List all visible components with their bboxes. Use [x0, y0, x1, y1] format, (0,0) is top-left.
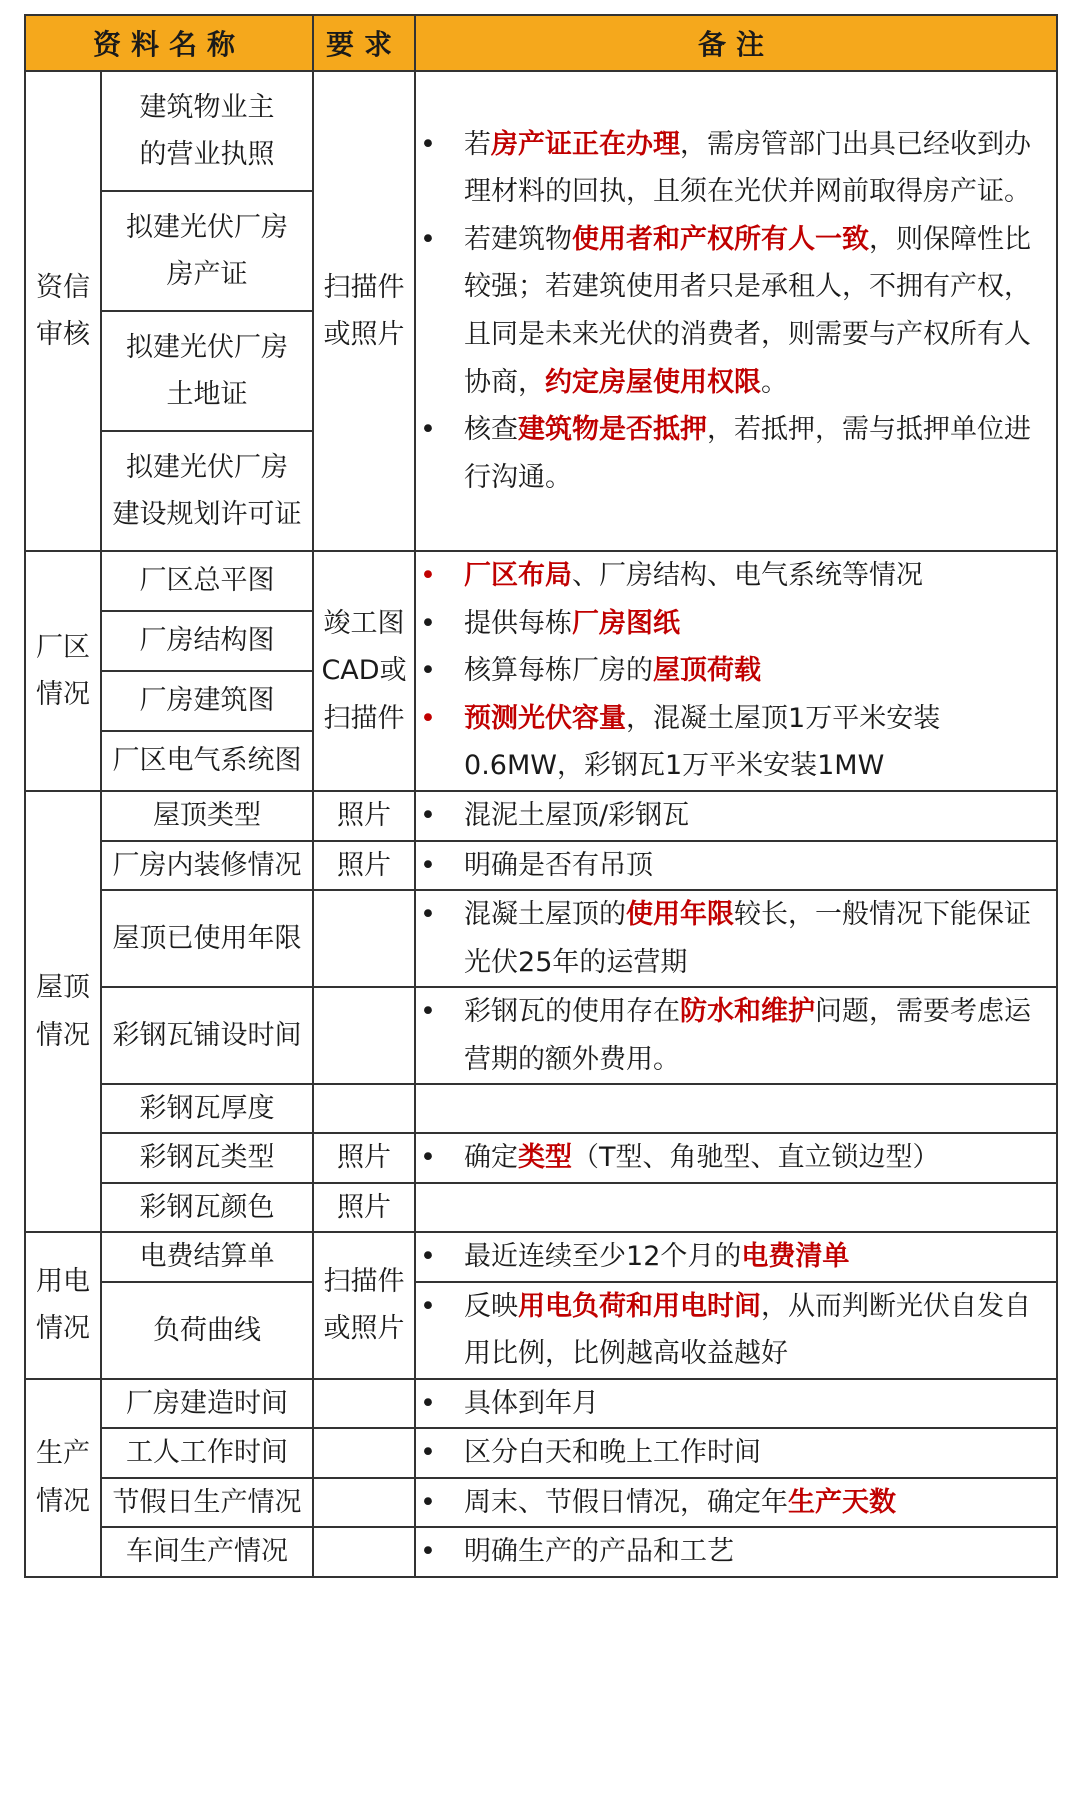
header-notes: 备注 — [415, 15, 1057, 71]
notes-list — [416, 1380, 1056, 1428]
notes-list — [416, 842, 1056, 890]
table-row — [25, 1084, 1057, 1133]
item-cell: 电费结算单 — [101, 1232, 313, 1282]
highlight-text: 屋顶荷载 — [653, 655, 762, 687]
category-cell: 用电 情况 — [25, 1232, 101, 1379]
note-text: 混凝土屋顶的 — [464, 899, 627, 931]
header-material-name: 资料名称 — [25, 15, 313, 71]
note-item — [416, 891, 1056, 986]
table-row — [25, 1133, 1057, 1183]
highlight-text: 电费清单 — [741, 1241, 850, 1273]
note-text: 核查 — [464, 414, 519, 446]
note-text: ，则保障性比较强；若建筑使用者只是承租人，不拥有产权，且同是未来光伏的消费者，则需要与产权所有人协商， — [464, 223, 1032, 398]
highlight-text: 防水和维护 — [680, 996, 816, 1028]
notes-list — [416, 1528, 1056, 1576]
table-row — [25, 987, 1057, 1084]
note-text: 具体到年月 — [464, 1387, 600, 1419]
notes-cell — [415, 1428, 1057, 1478]
item-cell: 拟建光伏厂房 房产证 — [101, 191, 313, 311]
notes-cell — [415, 1232, 1057, 1282]
category-cell: 资信 审核 — [25, 71, 101, 551]
requirement-cell — [313, 1428, 415, 1478]
item-cell: 厂房结构图 — [101, 611, 313, 671]
materials-table — [24, 14, 1058, 1578]
notes-list — [416, 891, 1056, 986]
table-row — [25, 1428, 1057, 1478]
note-text: 提供每栋 — [464, 607, 573, 639]
item-cell: 厂房建造时间 — [101, 1379, 313, 1429]
note-text: 核算每栋厂房的 — [464, 655, 654, 687]
item-cell: 厂区总平图 — [101, 551, 313, 611]
note-item — [416, 1380, 1056, 1428]
table-row — [25, 890, 1057, 987]
item-cell: 负荷曲线 — [101, 1282, 313, 1379]
notes-cell — [415, 551, 1057, 791]
requirement-cell: 照片 — [313, 1183, 415, 1232]
note-item — [416, 406, 1056, 501]
notes-list — [416, 121, 1056, 501]
note-item — [416, 1283, 1056, 1378]
note-text: 最近连续至少12个月的 — [464, 1241, 742, 1273]
notes-cell — [415, 890, 1057, 987]
note-text: 较长，一般情况下能保证光伏25年的运营期 — [464, 899, 1032, 978]
highlight-text: 厂区布局 — [464, 560, 573, 592]
highlight-text: 用电负荷和用电时间 — [518, 1290, 762, 1322]
note-text: ，若抵押，需与抵押单位进行沟通。 — [464, 414, 1032, 493]
table-header-row — [25, 15, 1057, 71]
note-item — [416, 647, 1056, 695]
highlight-text: 厂房图纸 — [572, 607, 681, 639]
requirement-cell: 照片 — [313, 791, 415, 841]
item-cell: 彩钢瓦厚度 — [101, 1084, 313, 1133]
header-requirement: 要求 — [313, 15, 415, 71]
item-cell: 彩钢瓦铺设时间 — [101, 987, 313, 1084]
note-text: 反映 — [464, 1290, 519, 1322]
notes-list — [416, 1233, 1056, 1281]
notes-cell — [415, 987, 1057, 1084]
item-cell: 工人工作时间 — [101, 1428, 313, 1478]
note-text: （T型、角驰型、直立锁边型） — [572, 1142, 940, 1174]
item-cell: 彩钢瓦类型 — [101, 1133, 313, 1183]
notes-cell — [415, 1527, 1057, 1577]
item-cell: 屋顶已使用年限 — [101, 890, 313, 987]
item-cell: 建筑物业主 的营业执照 — [101, 71, 313, 191]
highlight-text: 约定房屋使用权限 — [545, 366, 762, 398]
notes-cell — [415, 1084, 1057, 1133]
note-item — [416, 1134, 1056, 1182]
item-cell: 拟建光伏厂房 土地证 — [101, 311, 313, 431]
table-row — [25, 71, 1057, 191]
note-item — [416, 792, 1056, 840]
table-row — [25, 1379, 1057, 1429]
highlight-text: 房产证正在办理 — [491, 128, 681, 160]
note-text: 若 — [464, 128, 492, 160]
item-cell: 彩钢瓦颜色 — [101, 1183, 313, 1232]
item-cell: 拟建光伏厂房 建设规划许可证 — [101, 431, 313, 551]
highlight-text: 使用者和产权所有人一致 — [572, 223, 870, 255]
note-text: 明确生产的产品和工艺 — [464, 1536, 735, 1568]
requirement-cell: 扫描件 或照片 — [313, 1232, 415, 1379]
requirement-cell: 竣工图 CAD或 扫描件 — [313, 551, 415, 791]
requirement-cell — [313, 1478, 415, 1528]
notes-list — [416, 792, 1056, 840]
requirement-cell — [313, 1379, 415, 1429]
note-item — [416, 1233, 1056, 1281]
item-cell: 车间生产情况 — [101, 1527, 313, 1577]
note-item — [416, 552, 1056, 600]
note-text: 明确是否有吊顶 — [464, 849, 654, 881]
requirement-cell — [313, 1527, 415, 1577]
highlight-text: 使用年限 — [626, 899, 735, 931]
note-text: 区分白天和晚上工作时间 — [464, 1437, 762, 1469]
notes-list — [416, 552, 1056, 790]
category-cell: 生产 情况 — [25, 1379, 101, 1577]
note-text: 问题，需要考虑运营期的额外费用。 — [464, 996, 1032, 1075]
note-text: ，从而判断光伏自发自用比例，比例越高收益越好 — [464, 1290, 1032, 1370]
note-text: 混泥土屋顶/彩钢瓦 — [464, 800, 690, 831]
notes-list — [416, 1283, 1056, 1378]
note-item — [416, 600, 1056, 648]
note-text: 、厂房结构、电气系统等情况 — [572, 560, 924, 592]
highlight-text: 预测光伏容量 — [464, 702, 627, 734]
note-text: 若建筑物 — [464, 223, 573, 255]
note-item — [416, 1429, 1056, 1477]
note-item — [416, 121, 1056, 216]
notes-cell — [415, 1379, 1057, 1429]
note-item — [416, 842, 1056, 890]
table-row — [25, 551, 1057, 611]
notes-list — [416, 988, 1056, 1083]
note-text: 。 — [761, 366, 789, 398]
item-cell: 节假日生产情况 — [101, 1478, 313, 1528]
table-row — [25, 1183, 1057, 1232]
requirement-cell: 照片 — [313, 841, 415, 891]
item-cell: 厂房内装修情况 — [101, 841, 313, 891]
note-item — [416, 1528, 1056, 1576]
notes-cell — [415, 71, 1057, 551]
notes-list — [416, 1134, 1056, 1182]
category-cell: 厂区 情况 — [25, 551, 101, 791]
notes-cell — [415, 1478, 1057, 1528]
notes-list — [416, 1429, 1056, 1477]
item-cell: 厂区电气系统图 — [101, 731, 313, 791]
notes-cell — [415, 1282, 1057, 1379]
highlight-text: 建筑物是否抵押 — [518, 414, 708, 446]
item-cell: 厂房建筑图 — [101, 671, 313, 731]
note-item — [416, 1479, 1056, 1527]
note-text: 彩钢瓦的使用存在 — [464, 996, 681, 1028]
requirement-cell: 扫描件 或照片 — [313, 71, 415, 551]
table-row — [25, 791, 1057, 841]
note-text: ，混凝土屋顶1万平米安装0.6MW，彩钢瓦1万平米安装1MW — [464, 702, 941, 782]
note-text: 周末、节假日情况，确定年 — [464, 1486, 789, 1518]
notes-cell — [415, 791, 1057, 841]
table-row — [25, 1282, 1057, 1379]
note-item — [416, 216, 1056, 406]
notes-cell — [415, 1133, 1057, 1183]
requirement-cell — [313, 987, 415, 1084]
item-cell: 屋顶类型 — [101, 791, 313, 841]
table-row — [25, 1232, 1057, 1282]
note-item — [416, 695, 1056, 790]
note-text: 确定 — [464, 1142, 519, 1174]
note-item — [416, 988, 1056, 1083]
requirement-cell — [313, 890, 415, 987]
table-row — [25, 841, 1057, 891]
requirement-cell: 照片 — [313, 1133, 415, 1183]
table-row — [25, 1478, 1057, 1528]
notes-cell — [415, 841, 1057, 891]
highlight-text: 生产天数 — [788, 1486, 897, 1518]
table-row — [25, 1527, 1057, 1577]
highlight-text: 类型 — [518, 1142, 573, 1174]
note-text: ，需房管部门出具已经收到办理材料的回执，且须在光伏并网前取得房产证。 — [464, 128, 1032, 208]
notes-list — [416, 1479, 1056, 1527]
notes-cell — [415, 1183, 1057, 1232]
requirement-cell — [313, 1084, 415, 1133]
category-cell: 屋顶 情况 — [25, 791, 101, 1232]
